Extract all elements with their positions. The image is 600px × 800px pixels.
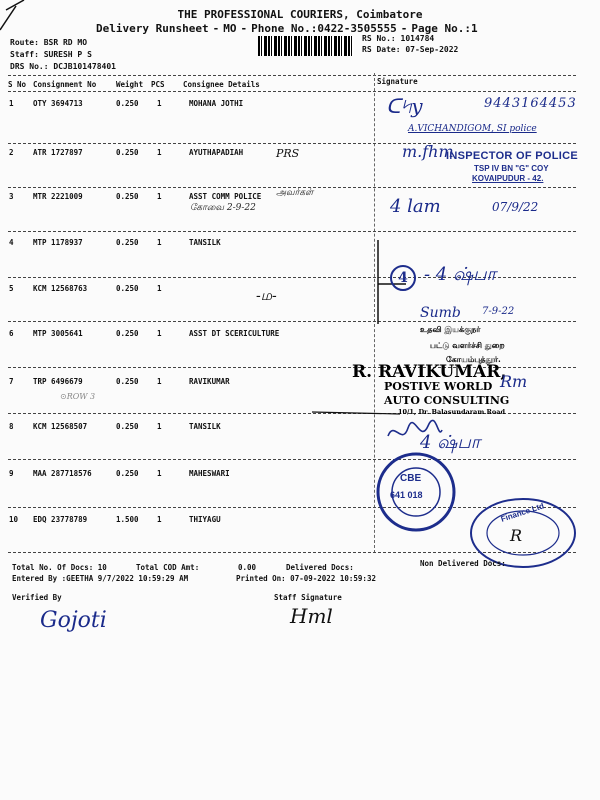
cbe-stamp-center: CBE — [400, 473, 422, 484]
police-stamp-place: KOVAIPUDUR - 42. — [472, 174, 544, 183]
signature-row10: R — [510, 526, 523, 545]
rs-number: RS No.: 1014784 — [362, 34, 435, 43]
entered-by: Entered By :GEETHA 9/7/2022 10:59:29 AM — [12, 574, 189, 583]
signature-row3: 4 lam — [390, 196, 441, 217]
handwritten-prs: PRS — [276, 147, 300, 160]
col-sno: S No — [8, 80, 27, 89]
police-stamp-unit: TSP IV BN "G" COY — [474, 164, 549, 173]
staff-signature: Hml — [290, 604, 333, 628]
ravikumar-stamp-address: 10/1, Dr. Balasundaram Road — [398, 408, 505, 416]
col-consignment: Consignment No — [33, 80, 97, 89]
table-row: 7 TRP 6496679 0.250 1 RAVIKUMAR — [9, 377, 230, 386]
table-top-rule — [8, 75, 576, 76]
table-row: 9 MAA 287718576 0.250 1 MAHESWARI — [9, 469, 230, 478]
tamil-scribble-5: - 4 ஷ்பா — [424, 264, 496, 285]
signature-row2: m.fhm — [402, 142, 454, 161]
cbe-stamp-number: 641 018 — [390, 490, 423, 500]
printed-on: Printed On: 07-09-2022 10:59:32 — [236, 574, 376, 583]
ravikumar-stamp-l3: AUTO CONSULTING — [384, 394, 510, 407]
col-weight: Weight — [116, 80, 144, 89]
ravikumar-stamp-name: R. RAVIKUMAR, — [352, 362, 507, 382]
ravikumar-stamp-l2: POSTIVE WORLD — [384, 380, 493, 393]
drs-number: DRS No.: DCJB101478401 — [10, 62, 116, 71]
finance-stamp-text: Finance Ltd — [499, 501, 546, 524]
tamil-note-8: 4 ஷ்பா — [420, 432, 481, 453]
table-row: 6 MTP 3005641 0.250 1 ASST DT SCERICULTURE — [9, 329, 280, 338]
signature-row1: ᑕ৸y — [386, 94, 423, 118]
circled-number: 4 — [390, 265, 416, 291]
company-title: THE PROFESSIONAL COURIERS, Coimbatore — [177, 8, 423, 21]
table-row: 1 OTY 3694713 0.250 1 MOHANA JOTHI — [9, 99, 244, 108]
signature-row6: Sumb — [420, 305, 461, 321]
table-row: 3 MTR 2221009 0.250 1 ASST COMM POLICE — [9, 192, 262, 201]
dash-mark-5: -ம- — [256, 288, 277, 304]
tamil-note-3a: கோவை 2-9-22 — [190, 203, 256, 213]
table-row: 5 KCM 12568763 0.250 1 — [9, 284, 162, 293]
total-docs: Total No. Of Docs: 10 — [12, 563, 107, 572]
table-row: 8 KCM 12568507 0.250 1 TANSILK — [9, 422, 221, 431]
handwritten-phone: 9443164453 — [484, 96, 577, 111]
col-pcs: PCS — [151, 80, 165, 89]
police-stamp-title: INSPECTOR OF POLICE — [446, 150, 579, 162]
dept-stamp-l1: உதவி இயக்குநர் — [420, 324, 481, 334]
dept-stamp-l2: பட்டு வளர்ச்சி துறை — [430, 340, 505, 350]
handwritten-date-3: 07/9/22 — [492, 200, 539, 214]
staff-label: Staff: SURESH P S — [10, 50, 92, 59]
signature-row7: Rm — [500, 372, 528, 391]
table-row: 4 MTP 1178937 0.250 1 TANSILK — [9, 238, 221, 247]
rs-date: RS Date: 07-Sep-2022 — [362, 45, 459, 54]
table-row: 2 ATR 1727897 0.250 1 AYUTHAPADIAH — [9, 148, 244, 157]
table-row: 10 EDQ 23778789 1.500 1 THIYAGU — [9, 515, 221, 524]
tamil-note-3b: அவர்கள் — [276, 188, 314, 198]
verified-by-label: Verified By — [12, 593, 62, 602]
col-signature: Signature — [377, 77, 418, 86]
staff-signature-label: Staff Signature — [274, 593, 342, 602]
col-consignee: Consignee Details — [183, 80, 260, 89]
non-delivered-docs: Non Delivered Docs: — [420, 559, 506, 568]
handwritten-date-6: 7-9-22 — [482, 306, 515, 317]
handwritten-name: A.VICHANDIGOM, SI police — [408, 124, 537, 134]
table-header-rule — [8, 91, 576, 92]
total-cod-value: 0.00 — [238, 563, 257, 572]
dept-stamp-l3: கோயம்புத்தூர். — [446, 354, 501, 364]
total-cod-label: Total COD Amt: — [136, 563, 200, 572]
faint-stamp-row7: ⊙ROW 3 — [60, 392, 96, 401]
verified-by-signature: Gojoti — [40, 608, 107, 633]
runsheet-subtitle: Delivery Runsheet - MO - Phone No.:0422-3505555 - Page No.:1 — [96, 22, 478, 35]
route-label: Route: BSR RD MO — [10, 38, 88, 47]
delivered-docs: Delivered Docs: — [286, 563, 354, 572]
barcode — [258, 36, 354, 56]
